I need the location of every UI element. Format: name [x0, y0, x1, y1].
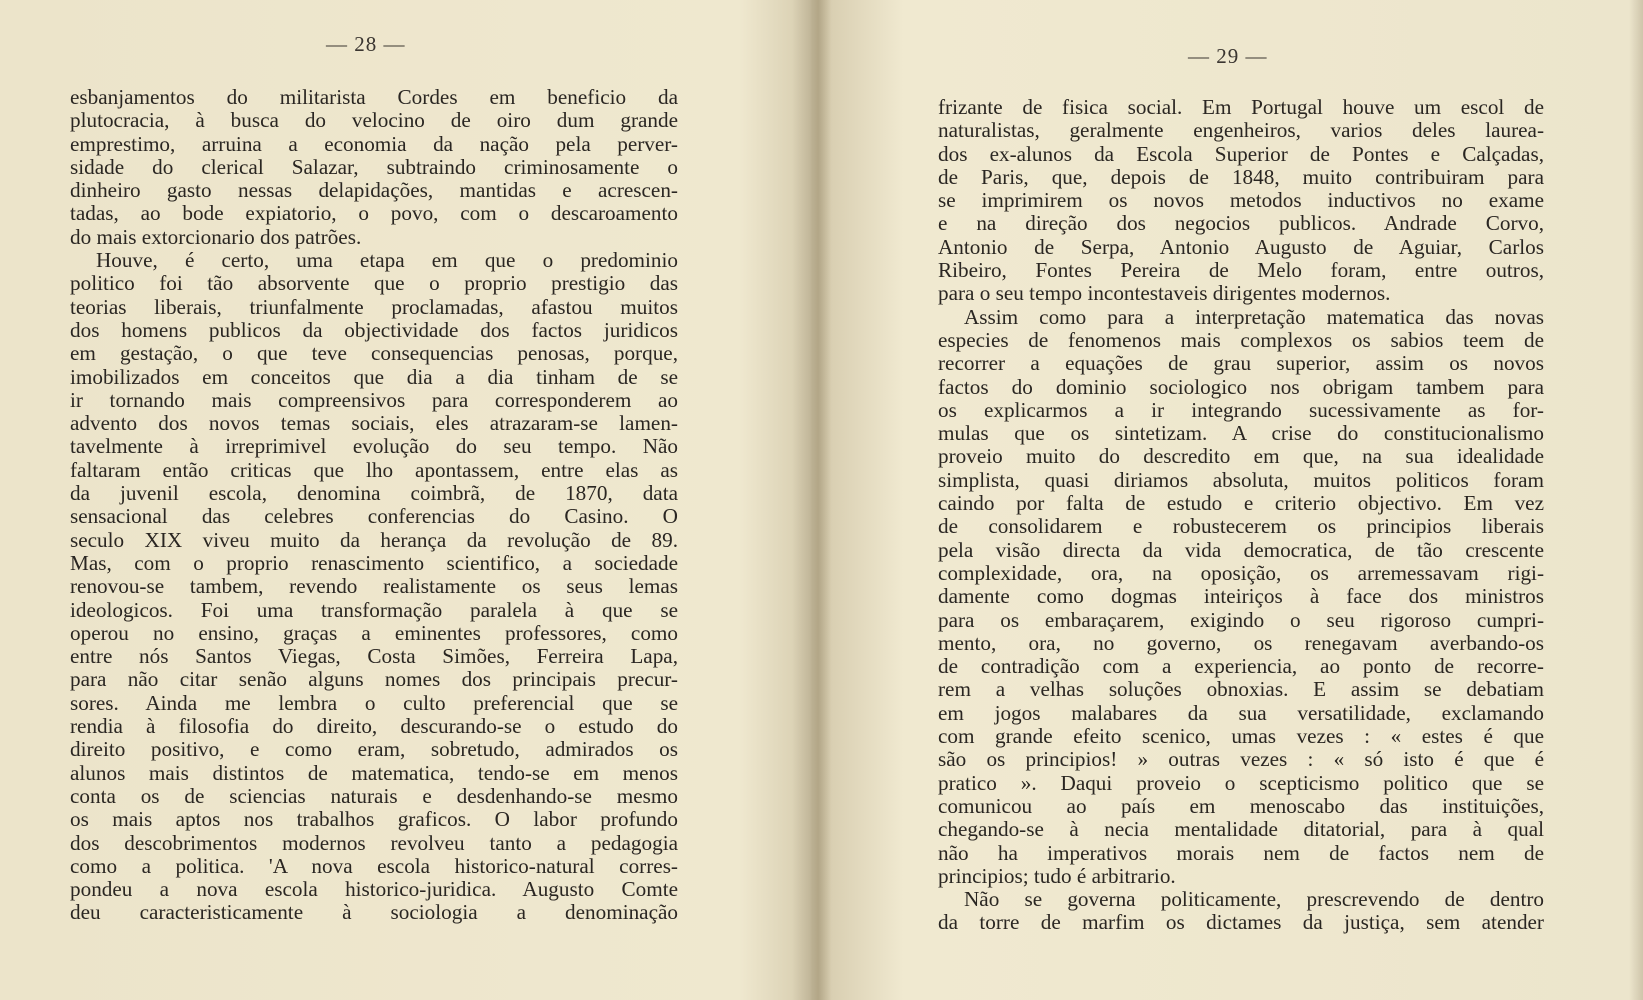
text-line: complexidade, ora, na oposição, os arremessavam rigi- [938, 560, 1544, 585]
text-line: em gestação, o que teve consequencias penosas, porque, [70, 341, 678, 366]
text-line: dinheiro gasto nessas delapidações, mantidas e acrescen- [70, 178, 678, 203]
text-line: comunicou ao país em menoscabo das instituições, [938, 793, 1544, 818]
text-line: e na direção dos negocios publicos. Andrade Corvo, [938, 211, 1544, 236]
text-line: frizante de fisica social. Em Portugal houve um escol de [938, 95, 1544, 119]
text-line: pratico ». Daqui proveio o scepticismo politico que se [938, 770, 1544, 795]
text-line: para não citar senão alguns nomes dos principais precur- [70, 667, 678, 692]
text-line: os explicarmos a ir integrando sucessivamente as for- [938, 397, 1544, 422]
text-line: seculo XIX viveu muito da herança da revolução de 89. [70, 527, 678, 552]
text-line: não ha imperativos morais nem de factos nem de [938, 840, 1544, 865]
right-page-text [938, 96, 1544, 935]
text-line: factos do dominio sociologico nos obrigam tambem para [938, 374, 1544, 399]
text-line: imobilizados em conceitos que dia a dia tinham de se [70, 364, 678, 389]
text-line: entre nós Santos Viegas, Costa Simões, Ferreira Lapa, [70, 644, 678, 669]
text-line: sensacional das celebres conferencias do Casino. O [70, 504, 678, 529]
page-edge [1629, 0, 1643, 1000]
text-line: renovou-se tambem, revendo realistamente os seus lemas [70, 574, 678, 599]
text-line: em jogos malabares da sua versatilidade, exclamando [938, 700, 1544, 725]
text-line: de contradição com a experiencia, ao ponto de recorre- [938, 654, 1544, 679]
text-line: sores. Ainda me lembra o culto preferencial que se [70, 690, 678, 715]
text-line: naturalistas, geralmente engenheiros, varios deles laurea- [938, 118, 1544, 143]
text-line: tadas, ao bode expiatorio, o povo, com o descaroamento [70, 201, 678, 226]
text-line: Ribeiro, Fontes Pereira de Melo foram, entre outros, [938, 258, 1544, 283]
text-line: conta os de sciencias naturais e desdenhando-se mesmo [70, 783, 678, 808]
text-line: proveio muito do descredito em que, na sua idealidade [938, 444, 1544, 469]
text-line: teorias liberais, triunfalmente proclamadas, afastou muitos [70, 294, 678, 319]
text-line: ideologicos. Foi uma transformação paralela à que se [70, 597, 678, 622]
text-line: dos ex-alunos da Escola Superior de Pontes e Calçadas, [938, 141, 1544, 166]
text-line: recorrer a equações de grau superior, assim os novos [938, 351, 1544, 376]
text-line: mulas que os sintetizam. A crise do constitucionalismo [938, 421, 1544, 446]
text-line: do mais extorcionario dos patrões. [70, 224, 362, 249]
text-line: rem a velhas soluções obnoxias. E assim se debatiam [938, 677, 1544, 702]
text-line: para os embaraçarem, exigindo o seu rigoroso cumpri- [938, 607, 1544, 632]
text-line: da juvenil escola, denomina coimbrã, de 1870, data [70, 481, 678, 506]
text-line: especies de fenomenos mais complexos os sabios teem de [938, 327, 1544, 352]
text-line: para o seu tempo incontestaveis dirigentes modernos. [938, 281, 1391, 306]
text-line: são os principios! » outras vezes : « só isto é que é [938, 747, 1544, 772]
text-line: sidade do clerical Salazar, subtraindo criminosamente o [70, 154, 678, 179]
text-line: Antonio de Serpa, Antonio Augusto de Aguiar, Carlos [938, 234, 1544, 259]
text-line: operou no ensino, graças a eminentes professores, como [70, 620, 678, 645]
right-page-number: — 29 — [1188, 44, 1268, 68]
text-line: os mais aptos nos trabalhos graficos. O labor profundo [70, 807, 678, 832]
text-line: emprestimo, arruina a economia da nação pela perver- [70, 131, 678, 156]
text-line: Houve, é certo, uma etapa em que o predominio [96, 248, 678, 273]
right-page [812, 0, 1643, 1000]
left-page-text [70, 86, 678, 925]
text-line: dos descobrimentos modernos revolveu tanto a pedagogia [70, 830, 678, 855]
text-line: como a politica. 'A nova escola historico-natural corres- [70, 853, 678, 878]
text-line: caindo por falta de estudo e criterio objectivo. Em vez [938, 491, 1544, 516]
text-line: simplista, quasi diriamos absoluta, muitos politicos foram [938, 467, 1544, 492]
text-line: se imprimirem os novos metodos inductivos no exame [938, 188, 1544, 213]
text-line: pondeu a nova escola historico-juridica. Augusto Comte [70, 877, 678, 902]
text-line: deu caracteristicamente à sociologia a denominação [70, 900, 678, 925]
text-line: advento dos novos temas sociais, eles atrazaram-se lamen- [70, 411, 678, 436]
left-page [0, 0, 810, 1000]
text-line: Não se governa politicamente, prescrevendo de dentro [964, 887, 1544, 912]
text-line: mento, ora, no governo, os renegavam averbando-os [938, 630, 1544, 655]
text-line: dos homens publicos da objectividade dos factos juridicos [70, 317, 678, 342]
left-page-number: — 28 — [326, 32, 406, 56]
text-line: de consolidarem e robustecerem os principios liberais [938, 514, 1544, 539]
text-line: alunos mais distintos de matematica, tendo-se em menos [70, 760, 678, 785]
text-line: principios; tudo é arbitrario. [938, 863, 1176, 888]
text-line: rendia à filosofia do direito, descurando-se o estudo do [70, 714, 678, 739]
text-line: damente como dogmas inteiriços à face dos ministros [938, 584, 1544, 609]
text-line: faltaram então criticas que lho apontassem, entre elas as [70, 457, 678, 482]
text-line: pela visão directa da vida democratica, de tão crescente [938, 537, 1544, 562]
text-line: chegando-se à necia mentalidade ditatorial, para à qual [938, 817, 1544, 842]
text-line: da torre de marfim os dictames da justiça, sem atender [938, 910, 1544, 935]
text-line: direito positivo, e como eram, sobretudo, admirados os [70, 737, 678, 762]
text-line: ir tornando mais compreensivos para corresponderem ao [70, 387, 678, 412]
text-line: plutocracia, à busca do velocino de oiro dum grande [70, 108, 678, 133]
text-line: Mas, com o proprio renascimento scientifico, a sociedade [70, 550, 678, 575]
text-line: Assim como para a interpretação matematica das novas [964, 304, 1544, 329]
text-line: esbanjamentos do militarista Cordes em beneficio da [70, 85, 678, 109]
text-line: de Paris, que, depois de 1848, muito contribuiram para [938, 164, 1544, 189]
text-line: com grande efeito scenico, umas vezes : « estes é que [938, 724, 1544, 749]
text-line: politico foi tão absorvente que o proprio prestigio das [70, 271, 678, 296]
text-line: tavelmente à irreprimivel evolução do seu tempo. Não [70, 434, 678, 459]
